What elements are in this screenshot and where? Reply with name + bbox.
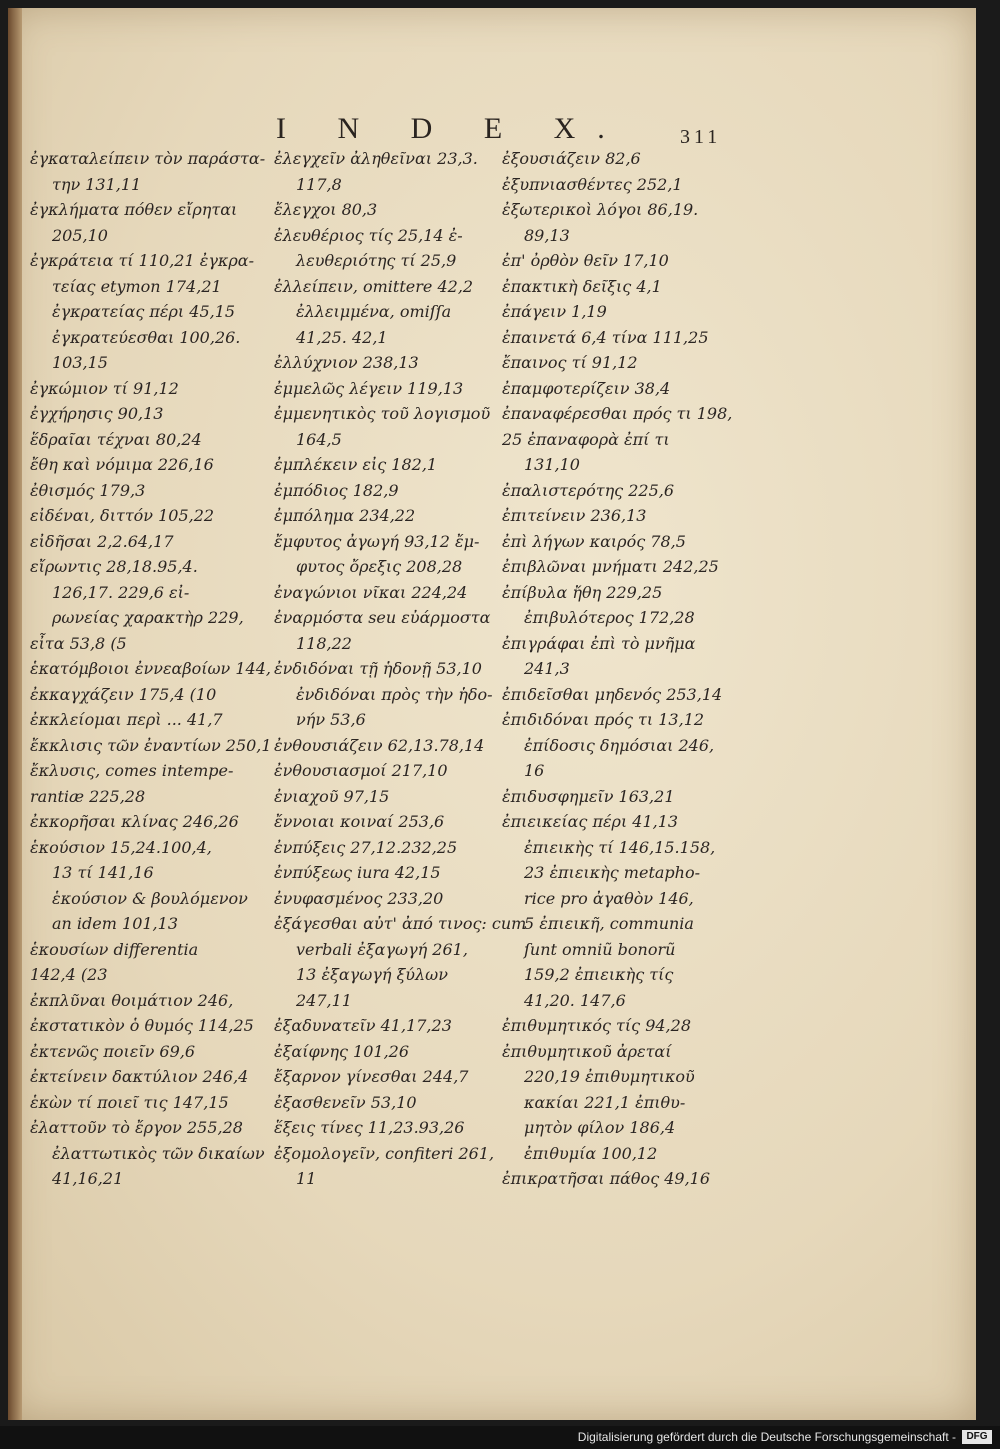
index-entry: 5 ἐπιεικῆ, communia [524,914,694,933]
index-entry: 13 ἐξαγωγή ξύλων [296,965,448,984]
index-entry: ἐνδιδόναι τῇ ἡδονῇ 53,10 [274,659,482,678]
index-entry: φυτος ὄρεξις 208,28 [296,557,463,576]
index-entry: an idem 101,13 [52,914,178,933]
index-entry: 41,25. 42,1 [296,327,388,347]
index-entry: ἐπιδιδόναι πρός τι 13,12 [502,710,705,729]
index-entry: την 131,11 [52,174,142,194]
index-entry: ἑκουσίων differentia [30,939,199,959]
index-entry: 205,10 [52,225,108,245]
index-entry: ἐγκράτεια τί 110,21 ἐγκρα- [30,251,254,270]
index-entry: ἐπαμφοτερίζειν 38,4 [502,378,671,398]
index-entry: 241,3 [524,659,570,678]
index-entry: 247,11 [296,990,352,1010]
index-entry: verbali ἐξαγωγή 261, [296,939,468,959]
index-entry: ἔννοιαι κοιναί 253,6 [274,812,445,831]
index-entry: ἐνιαχοῦ 97,15 [274,786,390,806]
index-column-3 [502,146,733,1192]
index-entry: ἐκπλῦναι θοιμάτιον 246, [30,990,234,1010]
index-entry: εἶτα 53,8 (5 [30,633,127,653]
index-entry: ἐπιεικὴς τί 146,15.158, [524,837,716,857]
index-entry: ἐλλειμμένα, omiſſa [296,302,452,321]
page-number: 311 [680,126,722,148]
index-entry: 41,16,21 [52,1169,124,1188]
index-entry: ἔλεγχοι 80,3 [274,200,378,219]
index-entry: εἰδέναι, διττόν 105,22 [30,506,215,525]
page-gutter [8,8,22,1420]
index-entry: ρωνείας χαρακτὴρ 229, [52,608,244,627]
index-entry: ἐνπύξεις 27,12.232,25 [274,837,458,857]
index-entry: νήν 53,6 [296,710,366,729]
index-entry: ἐπιθυμητικός τίς 94,28 [502,1016,691,1035]
index-entry: λευθεριότης τί 25,9 [296,251,457,270]
index-entry: ἔκκλισις τῶν ἐναντίων 250,1 [30,735,272,755]
index-entry: ἐναγώνιοι νῖκαι 224,24 [274,582,468,602]
index-entry: ἐκκορῆσαι κλίνας 246,26 [30,812,239,831]
index-entry: ἐπὶ λήγων καιρός 78,5 [502,531,686,551]
index-entry: ἐπαινετά 6,4 τίνα 111,25 [502,327,709,347]
index-entry: εἰδῆσαι 2,2.64,17 [30,531,174,551]
index-entry: ἐπίδοσις δημόσιαι 246, [524,735,715,755]
index-column-1 [30,146,272,1192]
index-entry: 118,22 [296,633,352,653]
index-entry: ἐξωτερικοὶ λόγοι 86,19. [502,200,699,219]
book-page [8,8,976,1420]
index-entry: ἐμμενητικὸς τοῦ λογισμοῦ [274,404,491,423]
index-entry: ἐπικρατῆσαι πάθος 49,16 [502,1169,711,1188]
index-entry: ἑκατόμβοιοι ἐννεαβοίων 144, [30,659,271,678]
index-entry: ἐλαττωτικὸς τῶν δικαίων [52,1143,265,1163]
index-entry: ἐγκαταλείπειν τὸν παράστα- [30,149,266,168]
index-entry: ἐμμελῶς λέγειν 119,13 [274,378,464,398]
index-entry: ἑκούσιον & βουλόμενον [52,888,248,908]
index-entry: ſunt omniũ bonorũ [524,939,676,959]
index-entry: ἐνπύξεως iura 42,15 [274,863,441,882]
index-entry: ἐλεγχεῖν ἀληθεῖναι 23,3. [274,149,478,168]
index-entry: ἐκκλείομαι περὶ ... 41,7 [30,710,223,729]
index-entry: 41,20. 147,6 [524,990,626,1010]
index-entry: 25 ἐπαναφορὰ ἐπί τι [502,429,670,449]
index-entry: 164,5 [296,429,342,449]
index-entry: ἐπιθυμητικοῦ ἀρεταί [502,1041,672,1061]
index-entry: κακίαι 221,1 ἐπιθυ- [524,1092,686,1112]
index-entry: ἐμπόδιος 182,9 [274,480,399,500]
index-entry: ἔξαρνον γίνεσθαι 244,7 [274,1067,469,1086]
index-entry: ἐνθουσιασμοί 217,10 [274,761,448,780]
index-entry: ἐξασθενεῖν 53,10 [274,1092,417,1112]
index-entry: ἐξάγεσθαι αὐτ' ἀπό τινος: cum [274,914,527,933]
index-entry: ἐπάγειν 1,19 [502,302,607,321]
index-entry: ἐπιθυμία 100,12 [524,1143,658,1163]
index-entry: ἐνθουσιάζειν 62,13.78,14 [274,735,485,755]
index-entry: ἐπιτείνειν 236,13 [502,506,647,525]
index-entry: ἐκστατικὸν ὁ θυμός 114,25 [30,1016,254,1035]
index-entry: ἐμπόλημα 234,22 [274,506,416,525]
index-entry: 126,17. 229,6 εἰ- [52,582,190,602]
index-entry: ἑκὼν τί ποιεῖ τις 147,15 [30,1092,229,1112]
footer-bar [0,1426,1000,1449]
index-entry: ἐκτείνειν δακτύλιον 246,4 [30,1067,249,1086]
index-entry: ἐγχήρησις 90,13 [30,404,164,423]
index-entry: 220,19 ἐπιθυμητικοῦ [524,1067,695,1086]
index-entry: ἐκτενῶς ποιεῖν 69,6 [30,1041,196,1061]
index-entry: ἐξαίφνης 101,26 [274,1041,410,1061]
index-entry: ἔμφυτος ἀγωγή 93,12 ἔμ- [274,531,480,551]
index-entry: ἐξαδυνατεῖν 41,17,23 [274,1016,452,1035]
index-entry: ἑκούσιον 15,24.100,4, [30,837,212,857]
index-entry: ἐλαττοῦν τὸ ἔργον 255,28 [30,1118,243,1137]
index-entry: ἐξομολογεῖν, confiteri 261, [274,1143,495,1163]
index-entry: ἐπιγράφαι ἐπὶ τὸ μνῆμα [502,633,696,653]
index-entry: ἐπ' ὀρθὸν θεῖν 17,10 [502,251,669,270]
index-entry: ἐπιβυλότερος 172,28 [524,608,695,627]
index-entry: ἐλλύχνιον 238,13 [274,353,419,372]
index-entry: ἐγκώμιον τί 91,12 [30,378,179,398]
index-entry: 13 τί 141,16 [52,863,154,882]
index-entry: rantiæ 225,28 [30,786,146,806]
index-entry: ἐγκρατεύεσθαι 100,26. [52,327,241,347]
index-entry: ἕδραῖαι τέχναι 80,24 [30,429,202,449]
index-entry: ἐγκρατείας πέρι 45,15 [52,302,236,321]
index-entry: μητὸν φίλον 186,4 [524,1118,676,1137]
index-entry: 23 ἐπιεικὴς metapho- [524,863,700,882]
index-entry: ἐπιεικείας πέρι 41,13 [502,812,679,831]
index-entry: 142,4 (23 [30,965,108,984]
index-entry: 11 [296,1169,317,1188]
index-entry: ἔθη καὶ νόμιμα 226,16 [30,455,214,474]
dfg-logo: DFG [962,1430,992,1444]
index-entry: εἴρωντις 28,18.95,4. [30,557,198,576]
index-entry: ἐπακτικὴ δεῖξις 4,1 [502,276,662,296]
index-entry: ἐνυφασμένος 233,20 [274,888,444,908]
index-entry: ἐγκλήματα πόθεν εἴρηται [30,200,238,219]
index-entry: ἔπαινος τί 91,12 [502,353,638,372]
index-column-2 [274,146,527,1192]
index-entry: ἐκκαγχάζειν 175,4 (10 [30,684,217,704]
index-entry: ἐπίβυλα ἤθη 229,25 [502,582,663,602]
index-entry: ἐξυπνιασθέντες 252,1 [502,174,683,194]
index-entry: rice pro ἀγαθὸν 146, [524,888,694,908]
index-entry: ἐλλείπειν, omittere 42,2 [274,276,474,296]
index-entry: 159,2 ἐπιεικὴς τίς [524,965,674,984]
index-entry: ἐνδιδόναι πρὸς τὴν ἡδο- [296,684,493,704]
index-entry: ἔκλυσις, comes intempe- [30,761,234,780]
index-entry: ἕξεις τίνες 11,23.93,26 [274,1118,465,1137]
index-entry: ἐπαναφέρεσθαι πρός τι 198, [502,404,733,423]
index-entry: 131,10 [524,455,580,474]
footer-credit: Digitalisierung gefördert durch die Deutsche Forschungsgemeinschaft - [577,1430,956,1444]
index-entry: 16 [524,761,545,780]
index-entry: ἐλευθέριος τίς 25,14 ἐ- [274,225,463,245]
index-entry: ἐξουσιάζειν 82,6 [502,149,641,168]
index-entry: ἐναρμόστα seu εὐάρμοστα [274,608,491,627]
index-entry: 117,8 [296,174,342,194]
index-entry: ἐπιβλῶναι μνήματι 242,25 [502,557,719,576]
index-entry: 89,13 [524,225,570,245]
index-entry: ἐθισμός 179,3 [30,480,146,500]
index-entry: ἐπιδυσφημεῖν 163,21 [502,786,675,806]
index-entry: τείας etymon 174,21 [52,276,222,296]
index-entry: ἐπιδεῖσθαι μηδενός 253,14 [502,684,723,704]
index-entry: ἐμπλέκειν εἰς 182,1 [274,455,438,474]
index-entry: ἐπαλιστερότης 225,6 [502,480,675,500]
index-entry: 103,15 [52,353,108,372]
page-title: I N D E X. [276,112,627,145]
